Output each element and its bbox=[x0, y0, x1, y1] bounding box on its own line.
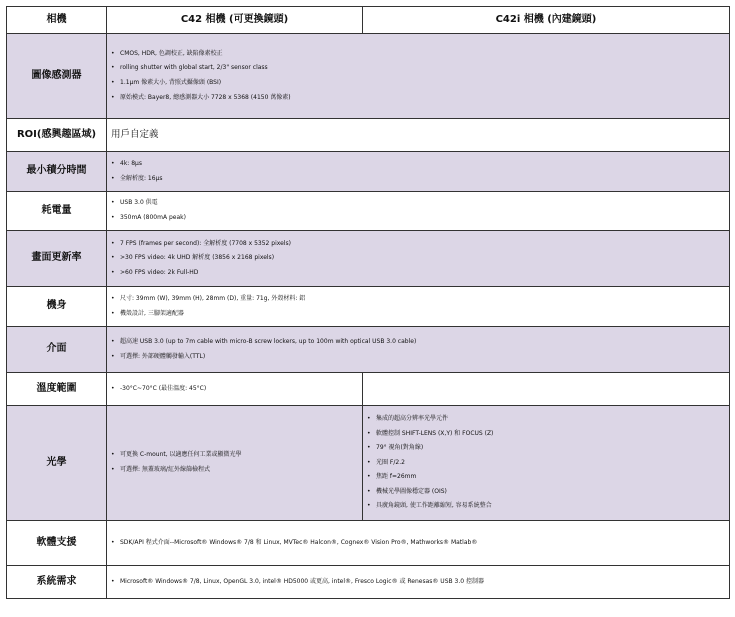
integration-list bbox=[111, 157, 729, 186]
header-row bbox=[7, 7, 730, 34]
label-body: 機身 bbox=[7, 287, 107, 327]
list-item: • 焦距 f=26mm bbox=[367, 470, 729, 485]
row-software bbox=[7, 521, 730, 566]
list-item: • 集成的超高分辨率光學元件 bbox=[367, 412, 729, 427]
value-optics-c42i bbox=[363, 406, 730, 521]
list-item: • CMOS, HDR, 色調校正, 缺陷像素校正 bbox=[111, 47, 729, 62]
value-interface bbox=[107, 327, 730, 373]
value-optics-c42 bbox=[107, 406, 363, 521]
row-optics bbox=[7, 406, 730, 521]
label-integration: 最小積分時間 bbox=[7, 152, 107, 192]
power-list bbox=[111, 196, 729, 225]
label-temperature: 溫度範圍 bbox=[7, 373, 107, 406]
list-item: • 79° 視角(對角線) bbox=[367, 441, 729, 456]
list-item: • Microsoft® Windows® 7/8, Linux, OpenGL 3.0, intel® HD5000 或更高, intel®, Fresco Logic® 或 Renesas® USB 3.0 控制器 bbox=[111, 575, 729, 590]
optics-c42i-list bbox=[367, 412, 729, 514]
sensor-list bbox=[111, 47, 729, 105]
label-power: 耗電量 bbox=[7, 192, 107, 231]
value-system bbox=[107, 566, 730, 599]
list-item: • 可選擇: 無蓋玻璃/紅外線篩檢程式 bbox=[111, 463, 362, 478]
label-system: 系統需求 bbox=[7, 566, 107, 599]
row-interface bbox=[7, 327, 730, 373]
row-temperature bbox=[7, 373, 730, 406]
label-roi: ROI(感興趣區域) bbox=[7, 119, 107, 152]
row-body bbox=[7, 287, 730, 327]
list-item: • 機械光學圖像穩定器 (OIS) bbox=[367, 485, 729, 500]
row-system bbox=[7, 566, 730, 599]
label-software: 軟體支援 bbox=[7, 521, 107, 566]
value-roi: 用戶自定義 bbox=[107, 119, 730, 152]
header-c42i: C42i 相機 (內建鏡頭) bbox=[363, 7, 730, 34]
list-item: • 7 FPS (frames per second): 全解析度 (7708 x 5352 pixels) bbox=[111, 237, 729, 252]
list-item: • >30 FPS video: 4k UHD 解析度 (3856 x 2168 pixels) bbox=[111, 251, 729, 266]
label-interface: 介面 bbox=[7, 327, 107, 373]
list-item: • 1.1μm 像素大小, 背照式攝像頭 (BSI) bbox=[111, 76, 729, 91]
row-framerate bbox=[7, 231, 730, 287]
label-optics: 光學 bbox=[7, 406, 107, 521]
list-item: • 4k: 8μs bbox=[111, 157, 729, 172]
value-sensor bbox=[107, 34, 730, 119]
row-integration bbox=[7, 152, 730, 192]
software-list bbox=[111, 536, 729, 551]
list-item: • 軟體控制 SHIFT-LENS (X,Y) 和 FOCUS (Z) bbox=[367, 427, 729, 442]
list-item: • 原始模式: Bayer8, 總感測器大小 7728 x 5368 (4150 萬像素) bbox=[111, 91, 729, 106]
row-power bbox=[7, 192, 730, 231]
list-item: • 超高速 USB 3.0 (up to 7m cable with micro-B screw lockers, up to 100m with optical USB 3.0 cable) bbox=[111, 335, 729, 350]
value-framerate bbox=[107, 231, 730, 287]
system-list bbox=[111, 575, 729, 590]
list-item: • 350mA (800mA peak) bbox=[111, 211, 729, 226]
label-sensor: 圖像感測器 bbox=[7, 34, 107, 119]
interface-list bbox=[111, 335, 729, 364]
temperature-list bbox=[111, 382, 362, 397]
header-c42: C42 相機 (可更換鏡頭) bbox=[107, 7, 363, 34]
value-temperature bbox=[107, 373, 363, 406]
value-body bbox=[107, 287, 730, 327]
value-power bbox=[107, 192, 730, 231]
body-list bbox=[111, 292, 729, 321]
list-item: • 可選擇: 外部硬體觸發輸入(TTL) bbox=[111, 350, 729, 365]
list-item: • -30°C~70°C (最佳溫度: 45°C) bbox=[111, 382, 362, 397]
list-item: • rolling shutter with global start, 2/3" sensor class bbox=[111, 61, 729, 76]
row-roi bbox=[7, 119, 730, 152]
row-sensor bbox=[7, 34, 730, 119]
header-camera: 相機 bbox=[7, 7, 107, 34]
list-item: • 機殼設計, 三腳架適配器 bbox=[111, 307, 729, 322]
value-integration bbox=[107, 152, 730, 192]
spec-table bbox=[6, 6, 730, 599]
list-item: • 具廣角鏡頭, 使工作距離縮短, 容易系統整合 bbox=[367, 499, 729, 514]
list-item: • >60 FPS video: 2k Full-HD bbox=[111, 266, 729, 281]
framerate-list bbox=[111, 237, 729, 281]
optics-c42-list bbox=[111, 448, 362, 477]
list-item: • 可更換 C-mount, 以適應任何工業或顯微光學 bbox=[111, 448, 362, 463]
value-software bbox=[107, 521, 730, 566]
list-item: • 尺寸: 39mm (W), 39mm (H), 28mm (D), 重量: 71g, 外殼材料: 鋁 bbox=[111, 292, 729, 307]
list-item: • SDK/API 程式介面--Microsoft® Windows® 7/8 和 Linux, MVTec® Halcon®, Cognex® Vision Pro®, Mathworks® Matlab® bbox=[111, 536, 729, 551]
value-temperature-c42i bbox=[363, 373, 730, 406]
list-item: • 光圈 F/2.2 bbox=[367, 456, 729, 471]
label-framerate: 畫面更新率 bbox=[7, 231, 107, 287]
list-item: • USB 3.0 供電 bbox=[111, 196, 729, 211]
list-item: • 全解析度: 16μs bbox=[111, 172, 729, 187]
